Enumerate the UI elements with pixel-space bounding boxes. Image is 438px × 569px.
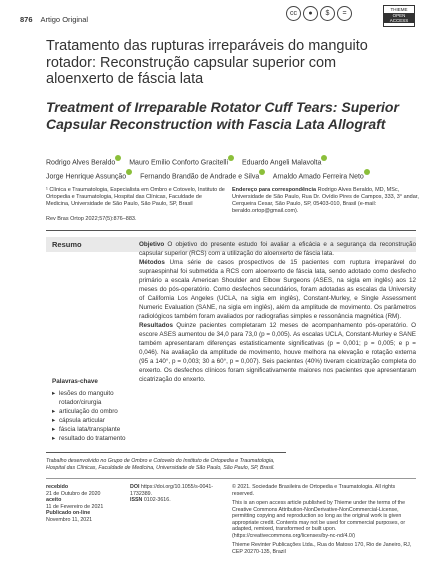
orcid-icon[interactable] [126,169,132,175]
keywords-list [52,389,134,443]
keyword[interactable]: ▸ fáscia lata/transplante [52,425,134,434]
open-access-badge [383,5,415,27]
keyword[interactable]: ▸ cápsula articular [52,416,134,425]
running-header [20,15,88,24]
doi-link[interactable]: https://doi.org/10.1055/s-0041-1732389. [130,484,214,497]
orcid-icon[interactable] [228,155,234,161]
online-label: Publicado on-line [46,510,91,516]
copyright-block [232,484,416,555]
footnote-divider [46,452,286,453]
publisher-address: Thieme Revinter Publicações Ltda., Rua do Matoso 170, Rio de Janeiro, RJ, CEP 20270-135, Brazil [232,542,412,555]
keyword[interactable]: ▸ lesões do manguito rotador/cirurgia [52,389,134,407]
orcid-icon[interactable] [115,155,121,161]
title-english: Treatment of Irreparable Rotator Cuff Tears: Superior Capsular Reconstruction with Fascia Lata Allograft [46,99,399,132]
doi-label: DOI [130,484,140,490]
objetivo-text: O objetivo do presente estudo foi avaliar a eficácia e a segurança da reconstrução capsular superior (RCS) com a utilização do aloenxerto de fáscia lata. [139,241,416,257]
abstract-heading: Resumo [52,240,82,249]
keyword[interactable]: ▸ resultado do tratamento [52,434,134,443]
received-date: 21 de Outubro de 2020 [46,490,101,497]
author-name: Eduardo Angeli Malavolta [241,159,322,167]
citation: Rev Bras Ortop 2022;57(5):876–883. [46,216,137,222]
title-portuguese: Tratamento das rupturas irreparáveis do manguito rotador: Reconstrução capsular superior com aloenxerto de fáscia lata [46,38,368,87]
orcid-icon[interactable] [364,169,370,175]
keywords-heading: Palavras-chave [52,378,98,385]
issn-value: 0102-3616. [143,497,171,503]
correspondence-label: Endereço para correspondência [232,187,317,193]
dates-block [46,484,126,523]
resultados-text: Quinze pacientes completaram 12 meses de acompanhamento pós-operatório. O escore ASES aumentou de 34,0 para 73,0 (p = 0,005). As escalas UCLA, Constant-Murley e SANE também apresentaram diferenças estatisticamente significativas (p = 0,001; p = 0,005; e p = 0,046). Na avaliação da amplitude de movimento, houve melhora na elevação e rotação externa (95 a 140°, p = 0,003; 30 a 60°, p = 0,007). Seis pacientes (40%) tiveram cicatrização completa do enxerto. Os desfechos clínicos foram significativamente maiores nos pacientes que apresentaram cicatrização do enxerto. [139,322,416,383]
correspondence [232,187,422,215]
doi-block [130,484,225,504]
orcid-icon[interactable] [321,155,327,161]
footnote: Trabalho desenvolvido no Grupo de Ombro e Cotovelo do Instituto de Ortopedia e Traumatologia, Hospital das Clínicas, Faculdade de Medicina, Universidade de São Paulo, São Paulo, SP, Brasil. [46,458,275,471]
metodos-label: Métodos [139,259,165,266]
divider [46,230,416,231]
received-label: recebido [46,484,69,490]
accepted-label: aceito [46,497,62,503]
orcid-icon[interactable] [259,169,265,175]
metodos-text: Uma série de casos prospectivos de 15 pacientes com ruptura irreparável do supraespinhal foi submetida a RCS com aloenxerto de fáscia lata, sendo adotado como desfecho primário a escala American Shoulder and Elbow Surgeons (ASES, na sigla em inglês) aos 12 meses do pós-operatório. Como desfechos secundários, foram adotadas as escalas da University of California Los Angeles (UCLA, na sigla em inglês), Constant-Murley, e Single Assessment Numeric Evaluation (SANE, na sigla em inglês), além da amplitude de movimento. Os parâmetros radiológicos também foram avaliados por radiografias simples e ressonância magnética (RM). [139,259,416,320]
bottom-divider [46,478,416,479]
author-name: Rodrigo Alves Beraldo [46,159,116,167]
correspondence-text: Rodrigo Alves Beraldo, MD, MSc, Universidade de São Paulo, Rua Dr. Ovídio Pires de Campos, 333, 3° andar, Cerqueira Cesar, São Paulo, SP, 05403-010, Brasil (e-mail: beraldo.ortop@gmail.com). [232,187,419,214]
article-tools [286,6,352,21]
noderivatives-icon: = [337,6,352,21]
online-date: Novembro 11, 2021 [46,516,93,523]
copyright-line: © 2021. Sociedade Brasileira de Ortopedia e Traumatologia. All rights reserved. [232,484,396,497]
issn-label: ISSN [130,497,143,503]
license-text: This is an open access article published by Thieme under the terms of the Creative Commons Attribution-NonDerivative-NonCommercial-License, permitting copying and reproduction so long as the original work is given appropriate credit. Contents may not be used for commercial purposes, or adapted, remixed, transformed or built upon. (https://creativecommons.org/licenses/by-nc-nd/4.0/) [232,500,406,539]
objetivo-label: Objetivo [139,241,165,248]
section-label: Artigo Original [40,15,89,24]
affiliation: ¹ Clínica e Traumatologia, Especialista em Ombro e Cotovelo, Instituto de Ortopedia e Traumatologia, Hospital das Clínicas, Faculdade de Medicina, Universidade de São Paulo, São Paulo, SP, Brasil [46,187,225,207]
badge-open-access: OPEN ACCESS [384,13,414,23]
by-attribution-icon: ● [303,6,318,21]
author-list [46,155,426,184]
abstract-body [139,240,416,384]
author-name: Mauro Emilio Conforto Gracitelli [129,159,229,167]
creative-commons-icon: cc [286,6,301,21]
author-name: Jorge Henrique Assunção [46,173,127,181]
badge-publisher: THIEME [390,7,408,12]
keyword[interactable]: ▸ articulação do ombro [52,407,134,416]
author-name: Fernando Brandão de Andrade e Silva [140,173,260,181]
accepted-date: 11 de Fevereiro de 2021 [46,503,104,510]
author-name: Arnaldo Amado Ferreira Neto [272,173,364,181]
page-number: 876 [20,15,33,24]
resultados-label: Resultados [139,322,173,329]
noncommercial-icon: $ [320,6,335,21]
